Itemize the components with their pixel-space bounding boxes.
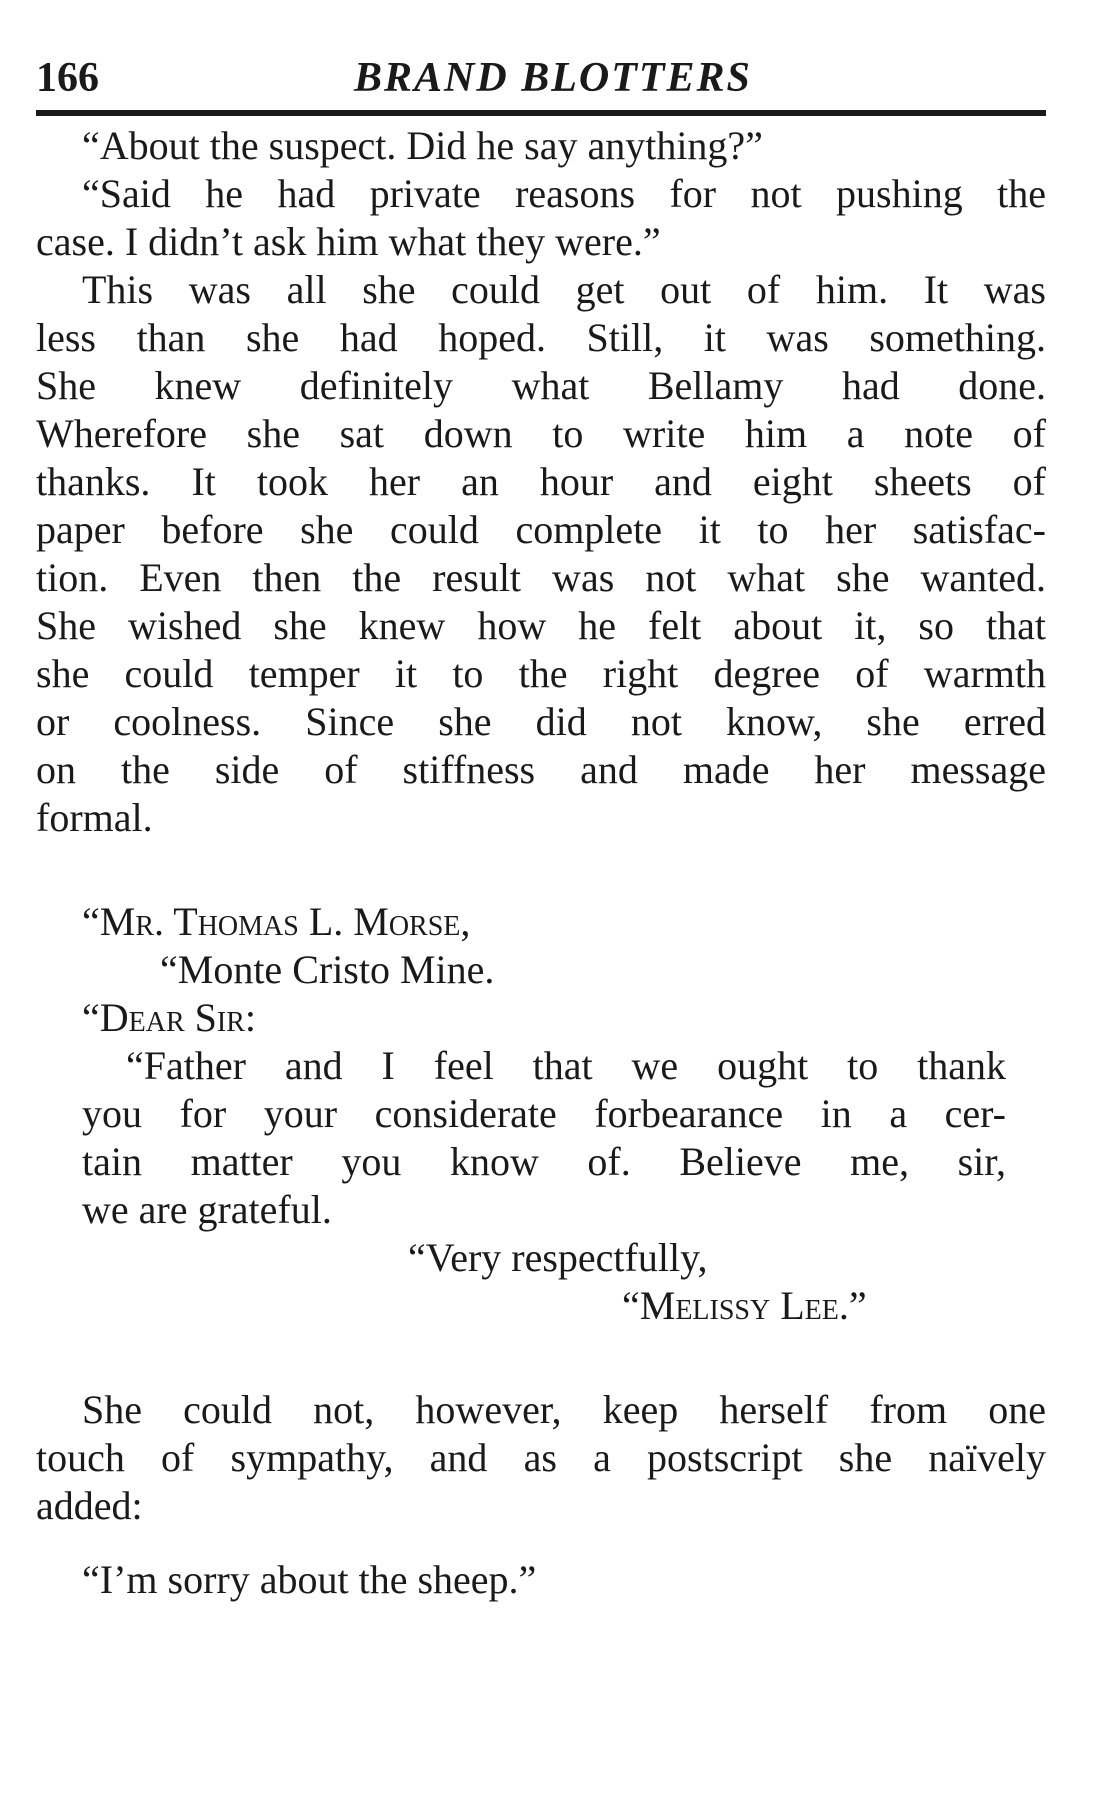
letter-signature: “Melissy Lee.”: [622, 1283, 867, 1328]
text-line: formal.: [36, 795, 153, 840]
header-rule: [36, 110, 1046, 116]
letter-addressee: “Mr. Thomas L. Morse,: [82, 899, 471, 944]
text-line: She wished she knew how he felt about it, so that: [36, 603, 1046, 648]
text-line: or coolness. Since she did not know, she erred: [36, 699, 1046, 744]
letter-address: “Monte Cristo Mine.: [160, 947, 495, 992]
text-line: paper before she could complete it to her satisfac-: [36, 507, 1046, 552]
running-title: BRAND BLOTTERS: [354, 55, 752, 101]
text-line: “Said he had private reasons for not pushing the: [82, 171, 1046, 216]
letter-salutation: “Dear Sir:: [82, 995, 256, 1040]
letter-body-line: you for your considerate forbearance in a cer-: [82, 1091, 1006, 1136]
text-line: she could temper it to the right degree of warmth: [36, 651, 1046, 696]
letter-body-line: “Father and I feel that we ought to thank: [126, 1043, 1006, 1088]
text-line: This was all she could get out of him. It was: [82, 267, 1046, 312]
letter-body-line: we are grateful.: [82, 1187, 332, 1232]
text-line: added:: [36, 1483, 143, 1528]
text-line: She knew definitely what Bellamy had done.: [36, 363, 1046, 408]
text-line: case. I didn’t ask him what they were.”: [36, 219, 661, 264]
page-header: [36, 48, 1046, 108]
text-line: thanks. It took her an hour and eight sheets of: [36, 459, 1046, 504]
text-line: She could not, however, keep herself from one: [82, 1387, 1046, 1432]
text-line: “About the suspect. Did he say anything?”: [82, 123, 763, 168]
text-line: tion. Even then the result was not what she wanted.: [36, 555, 1046, 600]
letter-body-line: tain matter you know of. Believe me, sir,: [82, 1139, 1006, 1184]
text-line: less than she had hoped. Still, it was something.: [36, 315, 1046, 360]
text-line: Wherefore she sat down to write him a note of: [36, 411, 1046, 456]
page-number: 166: [36, 55, 99, 101]
text-line: touch of sympathy, and as a postscript she naïvely: [36, 1435, 1046, 1480]
text-line: on the side of stiffness and made her message: [36, 747, 1046, 792]
postscript-quote: “I’m sorry about the sheep.”: [82, 1557, 537, 1602]
letter-closing: “Very respectfully,: [408, 1235, 708, 1280]
